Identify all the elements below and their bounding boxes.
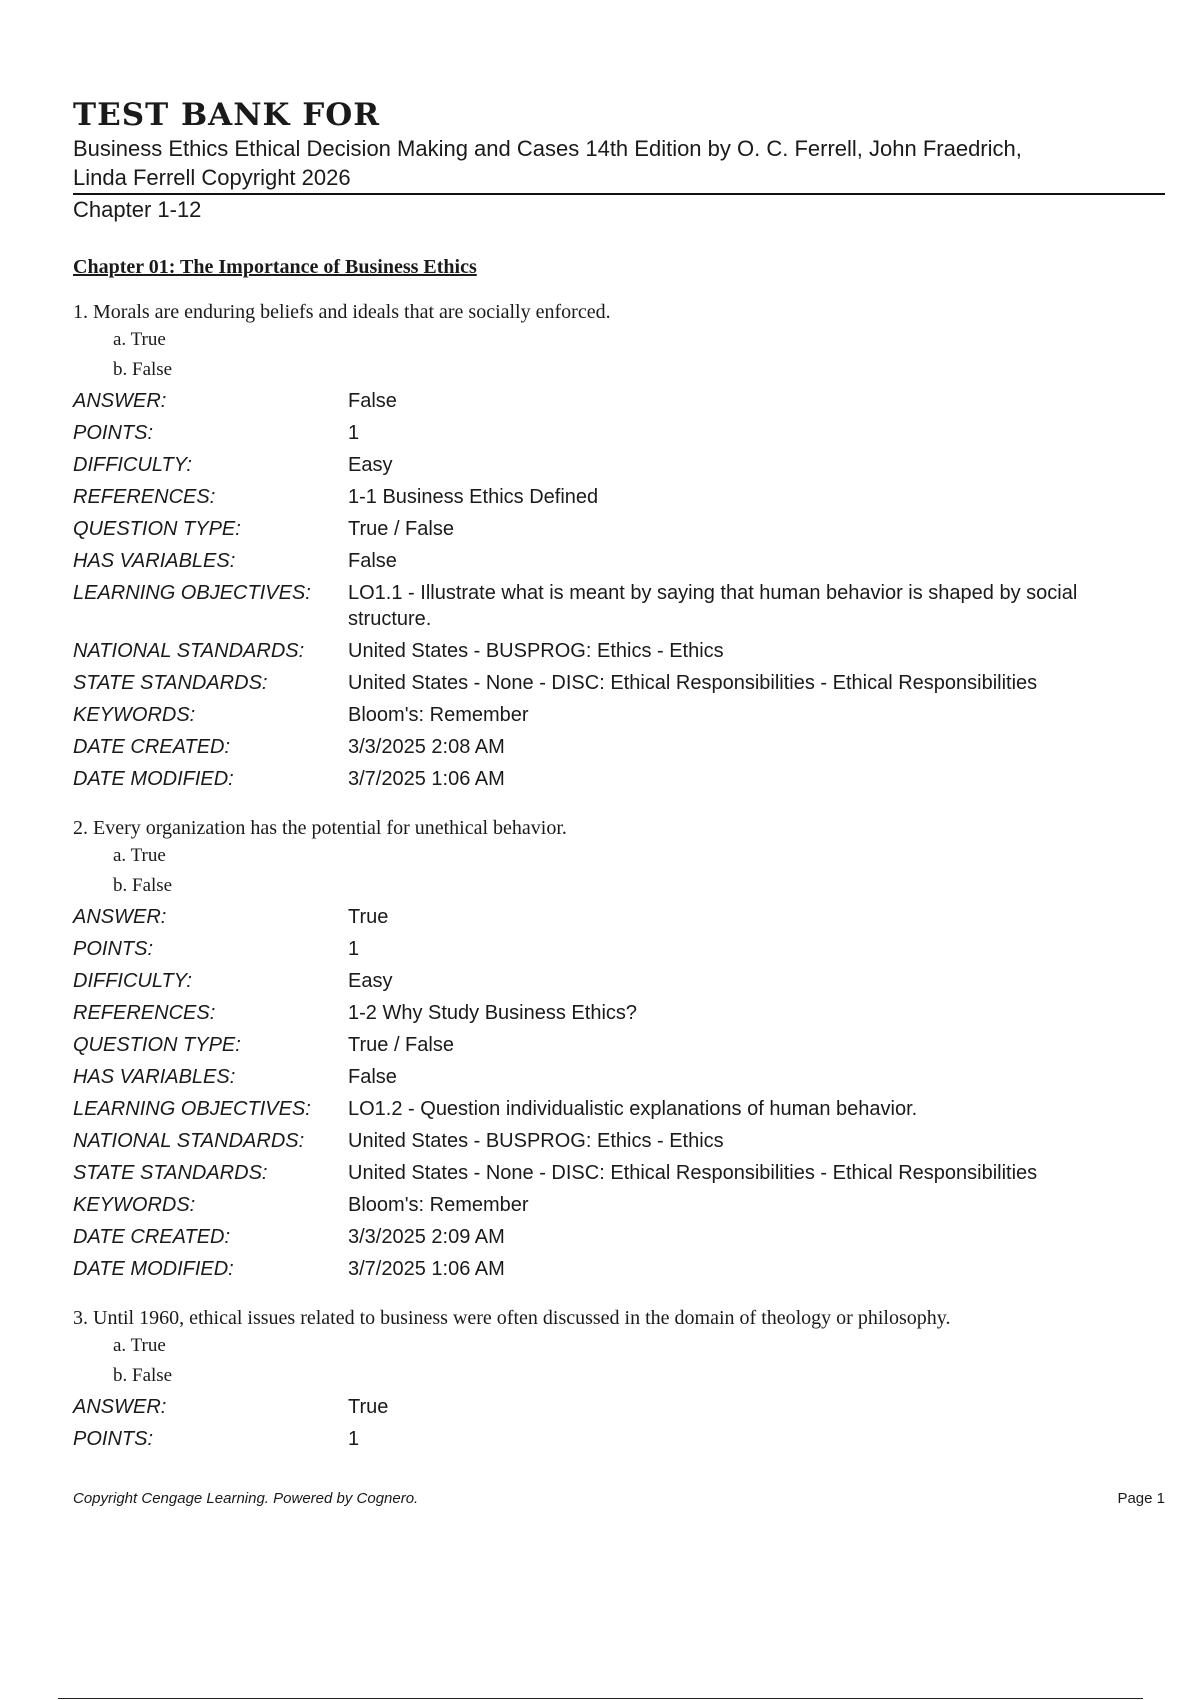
metadata-value: False [348,550,397,573]
metadata-value: True / False [348,518,454,541]
metadata-label: LEARNING OBJECTIVES: [73,582,311,605]
metadata-value: LO1.1 - Illustrate what is meant by saying that human behavior is shaped by social structure. [348,582,1078,631]
answer-choice: a. True [113,1335,166,1357]
answer-choice: a. True [113,329,166,351]
metadata-value: 1 [348,1428,360,1451]
book-title-line-2: Linda Ferrell Copyright 2026 [73,165,351,191]
metadata-label: QUESTION TYPE: [73,1034,241,1057]
question-block [73,815,1165,1285]
metadata-label: POINTS: [73,1428,154,1451]
metadata-value: United States - None - DISC: Ethical Responsibilities - Ethical Responsibilities [348,672,1038,695]
question-list [73,299,1165,1455]
metadata-value: Bloom's: Remember [348,1194,529,1217]
metadata-label: DATE MODIFIED: [73,1258,234,1281]
metadata-label: POINTS: [73,938,154,961]
metadata-label: REFERENCES: [73,486,216,509]
metadata-value: United States - BUSPROG: Ethics - Ethics [348,640,724,663]
metadata-value: Easy [348,454,393,477]
metadata-value: United States - None - DISC: Ethical Responsibilities - Ethical Responsibilities [348,1162,1038,1185]
question-text: 2. Every organization has the potential for unethical behavior. [73,817,567,840]
metadata-label: QUESTION TYPE: [73,518,241,541]
footer-copyright: Copyright Cengage Learning. Powered by Cognero. [73,1490,419,1507]
metadata-value: 1-2 Why Study Business Ethics? [348,1002,638,1025]
answer-choice: b. False [113,359,173,381]
metadata-value: 3/3/2025 2:08 AM [348,736,505,759]
page-number: Page 1 [1117,1490,1165,1507]
metadata-value: True [348,1396,389,1419]
metadata-value: 3/3/2025 2:09 AM [348,1226,505,1249]
metadata-label: HAS VARIABLES: [73,1066,236,1089]
question-block [73,299,1165,795]
metadata-value: United States - BUSPROG: Ethics - Ethics [348,1130,724,1153]
chapter-heading: Chapter 01: The Importance of Business Ethics [73,256,477,279]
metadata-value: True / False [348,1034,454,1057]
question-metadata [73,901,1165,1285]
book-title-line-1: Business Ethics Ethical Decision Making and Cases 14th Edition by O. C. Ferrell, John Fraedrich, [73,136,1022,162]
metadata-label: NATIONAL STANDARDS: [73,1130,305,1153]
metadata-value: 3/7/2025 1:06 AM [348,768,505,791]
question-text: 3. Until 1960, ethical issues related to business were often discussed in the domain of theology or philosophy. [73,1307,951,1330]
answer-choice: b. False [113,875,173,897]
chapter-range: Chapter 1-12 [73,197,202,223]
metadata-value: Easy [348,970,393,993]
metadata-value: 1-1 Business Ethics Defined [348,486,599,509]
bottom-divider [58,1698,1143,1699]
question-metadata [73,1391,1165,1455]
metadata-label: POINTS: [73,422,154,445]
metadata-label: KEYWORDS: [73,704,196,727]
metadata-label: STATE STANDARDS: [73,672,268,695]
metadata-label: DIFFICULTY: [73,970,192,993]
document-title: TEST BANK FOR [73,97,381,133]
metadata-label: HAS VARIABLES: [73,550,236,573]
metadata-label: ANSWER: [73,1396,167,1419]
metadata-label: ANSWER: [73,906,167,929]
metadata-label: DATE CREATED: [73,736,231,759]
metadata-label: LEARNING OBJECTIVES: [73,1098,311,1121]
metadata-value: Bloom's: Remember [348,704,529,727]
metadata-label: DATE MODIFIED: [73,768,234,791]
question-metadata [73,385,1165,795]
metadata-value: False [348,1066,397,1089]
metadata-label: DATE CREATED: [73,1226,231,1249]
metadata-label: NATIONAL STANDARDS: [73,640,305,663]
metadata-value: 1 [348,422,360,445]
answer-choice: a. True [113,845,166,867]
document-page [73,98,1165,1455]
metadata-label: ANSWER: [73,390,167,413]
metadata-value: LO1.2 - Question individualistic explanations of human behavior. [348,1098,918,1121]
metadata-value: 1 [348,938,360,961]
metadata-value: True [348,906,389,929]
page-footer [73,1490,1165,1507]
metadata-value: False [348,390,397,413]
metadata-label: DIFFICULTY: [73,454,192,477]
metadata-label: STATE STANDARDS: [73,1162,268,1185]
metadata-label: KEYWORDS: [73,1194,196,1217]
question-block [73,1305,1165,1455]
answer-choice: b. False [113,1365,173,1387]
metadata-value: 3/7/2025 1:06 AM [348,1258,505,1281]
question-text: 1. Morals are enduring beliefs and ideals that are socially enforced. [73,301,611,324]
metadata-label: REFERENCES: [73,1002,216,1025]
